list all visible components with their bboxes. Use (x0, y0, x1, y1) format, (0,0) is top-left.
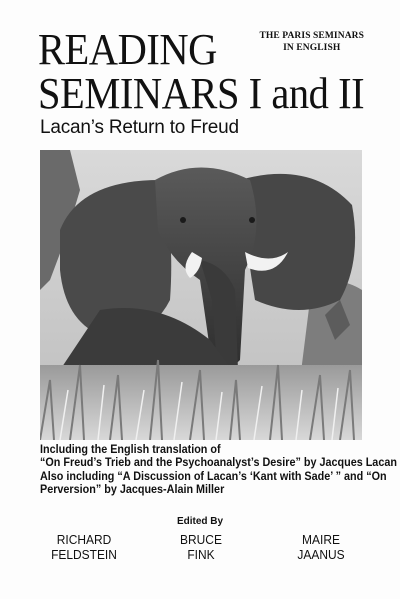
series-line-1: THE PARIS SEMINARS (259, 31, 364, 41)
blurb-line: Including the English translation of (40, 442, 221, 456)
editor-first-name: RICHARD (56, 532, 112, 547)
edited-by-label: Edited By (176, 516, 224, 527)
elephant-photo (40, 150, 362, 440)
series-label (259, 30, 364, 54)
title-line-2: SEMINARS I and II (38, 69, 365, 118)
blurb-line: Also including “A Discussion of Lacan’s ‘Kant with Sade’ ” and “On (40, 468, 387, 483)
series-line-2: IN ENGLISH (283, 43, 341, 53)
subtitle: Lacan’s Return to Freud (40, 117, 239, 138)
editor-name (169, 532, 233, 562)
editor-last-name: FINK (187, 547, 215, 562)
editor-name (289, 532, 353, 562)
editor-name (40, 532, 128, 562)
editor-last-name: FELDSTEIN (51, 547, 117, 562)
contents-blurb (40, 442, 397, 497)
editor-first-name: MAIRE (302, 532, 340, 547)
blurb-line: “On Freud’s Trieb and the Psychoanalyst’s Desire” by Jacques Lacan (40, 455, 397, 470)
blurb-line: Perversion” by Jacques-Alain Miller (40, 482, 225, 497)
editor-last-name: JAANUS (297, 547, 345, 562)
title-line-1: READING (38, 25, 217, 74)
editor-first-name: BRUCE (180, 532, 222, 547)
